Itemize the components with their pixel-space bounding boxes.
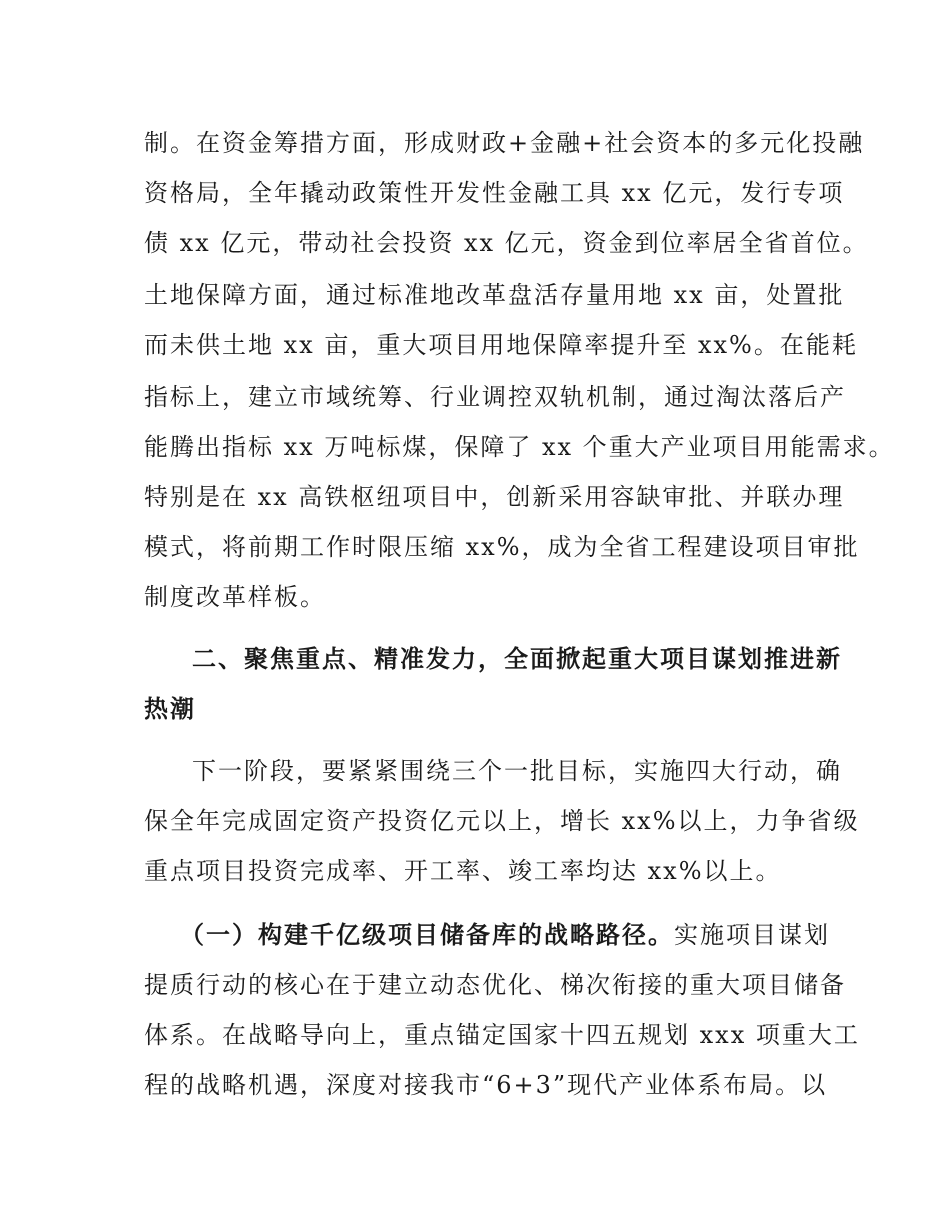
subsection-line [180,920,830,950]
paragraph-line: 而未供土地 xx 亩，重大项目用地保障率提升至 xx%。在能耗 [144,331,858,359]
paragraph-line: 程的战略机遇，深度对接我市“6+3”现代产业体系布局。以 [144,1071,828,1099]
paragraph-line: 模式，将前期工作时限压缩 xx%，成为全省工程建设项目审批 [144,533,860,561]
paragraph-line: 下一阶段，要紧紧围绕三个一批目标，实施四大行动，确 [192,757,842,785]
paragraph-line: 能腾出指标 xx 万吨标煤，保障了 xx 个重大产业项目用能需求。 [144,433,895,461]
paragraph-line: 特别是在 xx 高铁枢纽项目中，创新采用容缺审批、并联办理 [144,483,845,511]
paragraph-line: 提质行动的核心在于建立动态优化、梯次衔接的重大项目储备 [144,971,846,999]
section-heading: 二、聚焦重点、精准发力，全面掀起重大项目谋划推进新 [192,644,842,673]
paragraph-line: 债 xx 亿元，带动社会投资 xx 亿元，资金到位率居全省首位。 [144,229,869,257]
section-heading-cont: 热潮 [144,694,196,723]
paragraph-line: 土地保障方面，通过标准地改革盘活存量用地 xx 亩，处置批 [144,281,845,309]
subsection-text: 实施项目谋划 [674,921,830,949]
paragraph-line: 体系。在战略导向上，重点锚定国家十四五规划 xxx 项重大工 [144,1021,860,1049]
paragraph-line: 指标上，建立市域统筹、行业调控双轨机制，通过淘汰落后产 [144,383,846,411]
paragraph-line: 资格局，全年撬动政策性开发性金融工具 xx 亿元，发行专项 [144,179,845,207]
paragraph-line: 保全年完成固定资产投资亿元以上，增长 xx%以上，力争省级 [144,807,860,835]
paragraph-line: 制。在资金筹措方面，形成财政+金融+社会资本的多元化投融 [144,129,865,157]
subsection-heading: （一）构建千亿级项目储备库的战略路径。 [180,920,674,949]
paragraph-line: 制度改革样板。 [144,583,326,611]
paragraph-line: 重点项目投资完成率、开工率、竣工率均达 xx%以上。 [144,857,782,885]
